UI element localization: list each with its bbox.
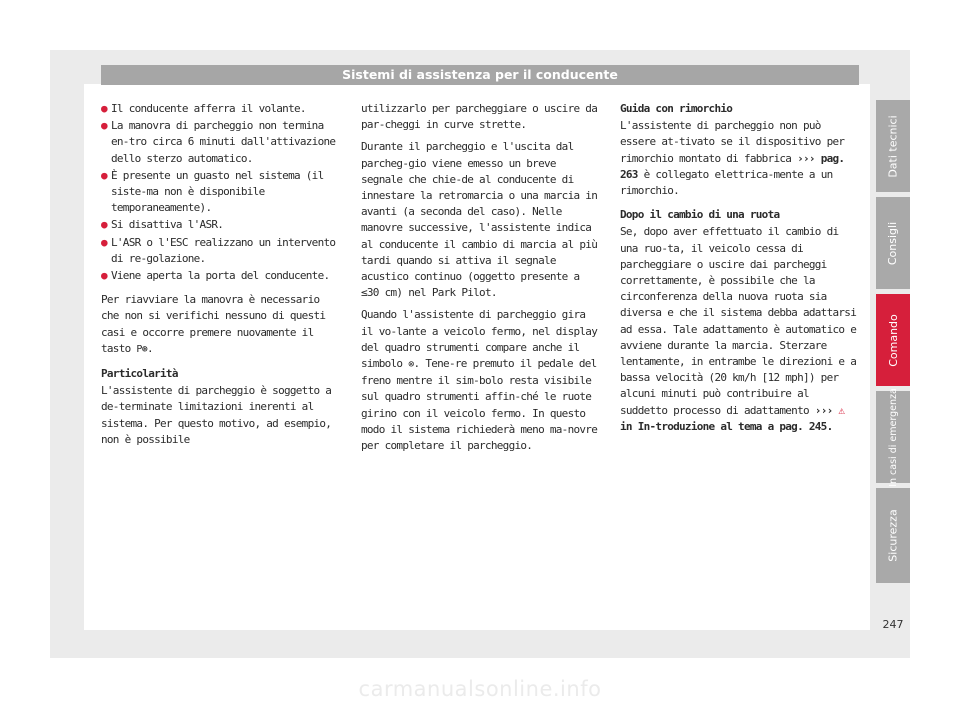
list-item: ● Si disattiva l'ASR. bbox=[101, 217, 341, 233]
body-paragraph: Durante il parcheggio e l'uscita dal parcheg-gio viene emesso un breve segnale che chie-de al conducente di innestare la retromarcia o una marcia in avanti (a seconda del caso). Nelle manovre successive, l'assistente indica al conducente il cambio di marcia al più tardi quando si attiva il segnale acustico continuo (oggetto presente a ≤30 cm) nel Park Pilot. bbox=[361, 140, 598, 300]
section-heading: Guida con rimorchio bbox=[620, 102, 733, 115]
tab-sicurezza[interactable]: Sicurezza bbox=[876, 488, 910, 583]
tab-in-casi-di-emergenza[interactable]: In casi di emergenza bbox=[876, 391, 910, 483]
column-3 bbox=[620, 101, 860, 441]
page-reference-link[interactable]: in In-troduzione al tema a pag. 245. bbox=[620, 419, 833, 433]
page-reference-link[interactable]: ››› pag. 263 bbox=[620, 151, 845, 181]
body-paragraph: Quando l'assistente di parcheggio gira il vo-lante a veicolo fermo, nel display del quadro strumenti compare anche il simbolo ⊗. Tene-re premuto il pedale del freno mentre il sim-bolo resta visibile sul quadro strumenti affin-ché le ruote girino con il veicolo fermo. In questo modo il sistema richiederà meno ma-novre per completare il parcheggio. bbox=[361, 308, 598, 453]
body-paragraph: utilizzarlo per parcheggiare o uscire da par-cheggi in curve strette. bbox=[361, 102, 598, 132]
bullet-icon: ● bbox=[101, 119, 107, 133]
bullet-icon: ● bbox=[101, 102, 107, 115]
column-1 bbox=[101, 101, 341, 454]
page-number: 247 bbox=[882, 618, 904, 631]
list-item: ● Viene aperta la porta del conducente. bbox=[101, 268, 341, 284]
bullet-icon: ● bbox=[101, 168, 107, 182]
tab-comando[interactable]: Comando bbox=[876, 294, 910, 386]
tab-consigli[interactable]: Consigli bbox=[876, 197, 910, 289]
bullet-icon: ● bbox=[101, 235, 107, 249]
steering-wheel-icon: ⊗ bbox=[408, 359, 414, 371]
tab-dati-tecnici[interactable]: Dati tecnici bbox=[876, 100, 910, 192]
column-2 bbox=[361, 101, 601, 460]
body-paragraph: L'assistente di parcheggio è soggetto a de-terminate limitazioni inerenti al sistema. Per questo motivo, ad esempio, non è possibile bbox=[101, 384, 332, 446]
body-paragraph: L'assistente di parcheggio non può essere at-tivato se il dispositivo per rimorchio montato di fabbrica ››› pag. 263 è collegato elettrica-mente a un rimorchio. bbox=[620, 119, 845, 198]
section-heading: Particolarità bbox=[101, 367, 178, 381]
bullet-icon: ● bbox=[101, 269, 107, 283]
section-heading: Dopo il cambio di una ruota bbox=[620, 208, 780, 222]
list-item: ● È presente un guasto nel sistema (il siste-ma non è disponibile temporaneamente). bbox=[101, 168, 324, 215]
body-paragraph: Se, dopo aver effettuato il cambio di una ruo-ta, il veicolo cessa di parcheggiare o uscire dai parcheggi correttamente, è possibile che la circonferenza della nuova ruota sia diversa e che il sistema debba adattarsi ad essa. Tale adattamento è automatico e avviene durante la marcia. Sterzare lentamente, in entrambe le direzioni e a bassa velocità (20 km/h [12 mph]) per alcuni minuti può contribuire al suddetto processo di adattamento ››› ⚠ in In-troduzione al tema a pag. 245. bbox=[620, 225, 857, 433]
list-item: ● La manovra di parcheggio non termina en-tro circa 6 minuti dall'attivazione dello sterzo automatico. bbox=[101, 119, 336, 165]
page-title: Sistemi di assistenza per il conducente bbox=[101, 65, 859, 85]
restart-paragraph: Per riavviare la manovra è necessario che non si verifichi nessuno di questi casi e occorre premere nuovamente il tasto P⊛. bbox=[101, 293, 326, 355]
list-item: ● Il conducente afferra il volante. bbox=[101, 101, 341, 117]
park-assist-key-icon: P⊛ bbox=[136, 343, 148, 355]
watermark: carmanualsonline.info bbox=[358, 677, 602, 701]
list-item: ● L'ASR o l'ESC realizzano un intervento di re-golazione. bbox=[101, 235, 336, 265]
chapter-tabs bbox=[876, 0, 910, 708]
bullet-icon: ● bbox=[101, 218, 107, 232]
warning-triangle-icon: ⚠ bbox=[838, 403, 845, 417]
reference-arrows[interactable]: ››› bbox=[814, 403, 833, 417]
